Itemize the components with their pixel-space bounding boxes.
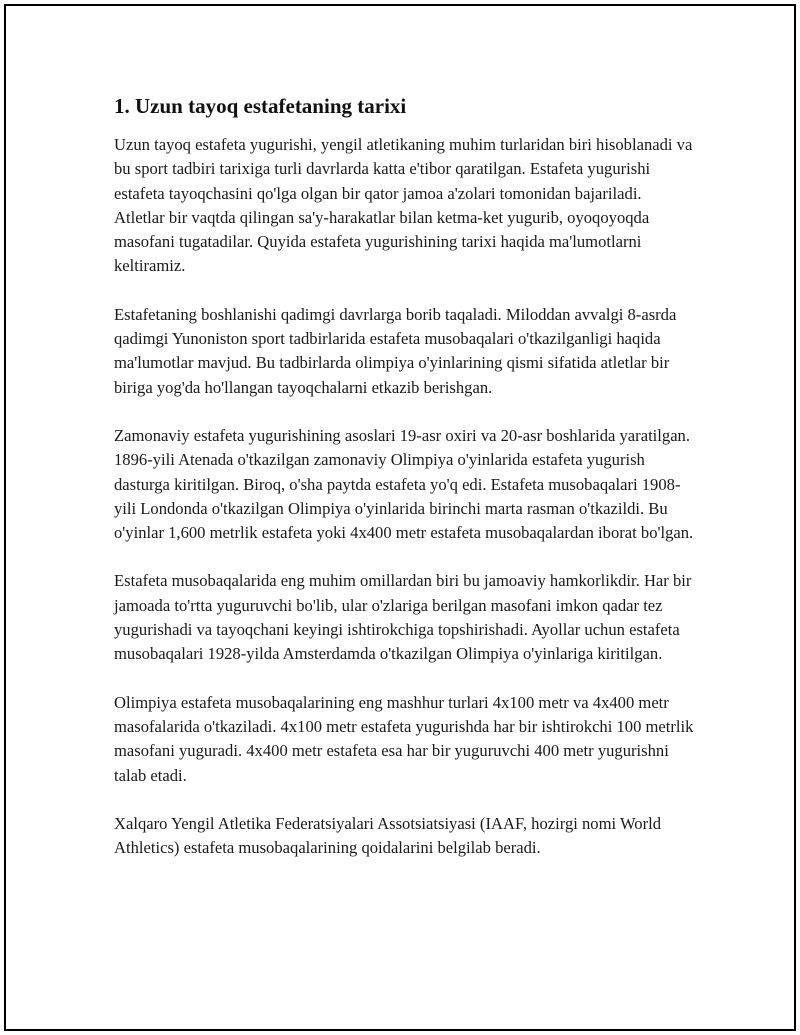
paragraph-1: Uzun tayoq estafeta yugurishi, yengil atletikaning muhim turlaridan biri hisoblanadi va bu sport tadbiri tarixiga turli davrlarda katta e'tibor qaratilgan. Estafeta yugurishi estafeta tayoqchasini qo'lga olgan bir qator jamoa a'zolari tomonidan bajariladi. Atletlar bir vaqtda qilingan sa'y-harakatlar bilan ketma-ket yugurib, oyoqoyoqda masofani tugatadilar. Quyida estafeta yugurishining tarixi haqida ma'lumotlarni keltiramiz. xyxy=(114,135,693,276)
paragraph-4: Estafeta musobaqalarida eng muhim omillardan biri bu jamoaviy hamkorlikdir. Har bir jamoada to'rtta yuguruvchi bo'lib, ular o'zlariga berilgan masofani imkon qadar tez yugurishadi va tayoqchani keyingi ishtirokchiga topshirishadi. Ayollar uchun estafeta musobaqalari 1928-yilda Amsterdamda o'tkazilgan Olimpiya o'yinlariga kiritilgan. xyxy=(114,571,692,664)
document-body xyxy=(114,91,694,884)
paragraph-5: Olimpiya estafeta musobaqalarining eng mashhur turlari 4x100 metr va 4x400 metr masofalarida o'tkaziladi. 4x100 metr estafeta yugurishda har bir ishtirokchi 100 metrlik masofani yuguradi. 4x400 metr estafeta esa har bir yuguruvchi 400 metr yugurishni talab etadi. xyxy=(114,692,694,785)
section-heading: 1. Uzun tayoq estafetaning tarixi xyxy=(114,94,407,118)
paragraph-2: Estafetaning boshlanishi qadimgi davrlarga borib taqaladi. Miloddan avvalgi 8-asrda qadimgi Yunoniston sport tadbirlarida estafeta musobaqalari o'tkazilganligi haqida ma'lumotlar mavjud. Bu tadbirlarda olimpiya o'yinlarining qismi sifatida atletlar bir biriga yog'da ho'llangan tayoqchalarni etkazib berishgan. xyxy=(114,304,677,397)
paragraph-6: Xalqaro Yengil Atletika Federatsiyalari Assotsiatsiyasi (IAAF, hozirgi nomi World Athletics) estafeta musobaqalarining qoidalarini belgilab beradi. xyxy=(114,813,662,858)
paragraph-3: Zamonaviy estafeta yugurishining asoslari 19-asr oxiri va 20-asr boshlarida yaratilgan. 1896-yili Atenada o'tkazilgan zamonaviy Olimpiya o'yinlarida estafeta yugurish dasturga kiritilgan. Biroq, o'sha paytda estafeta yo'q edi. Estafeta musobaqalari 1908-yili Londonda o'tkazilgan Olimpiya o'yinlarida birinchi marta rasman o'tkazildi. Bu o'yinlar 1,600 metrlik estafeta yoki 4x400 metr estafeta musobaqalardan iborat bo'lgan. xyxy=(114,425,694,543)
